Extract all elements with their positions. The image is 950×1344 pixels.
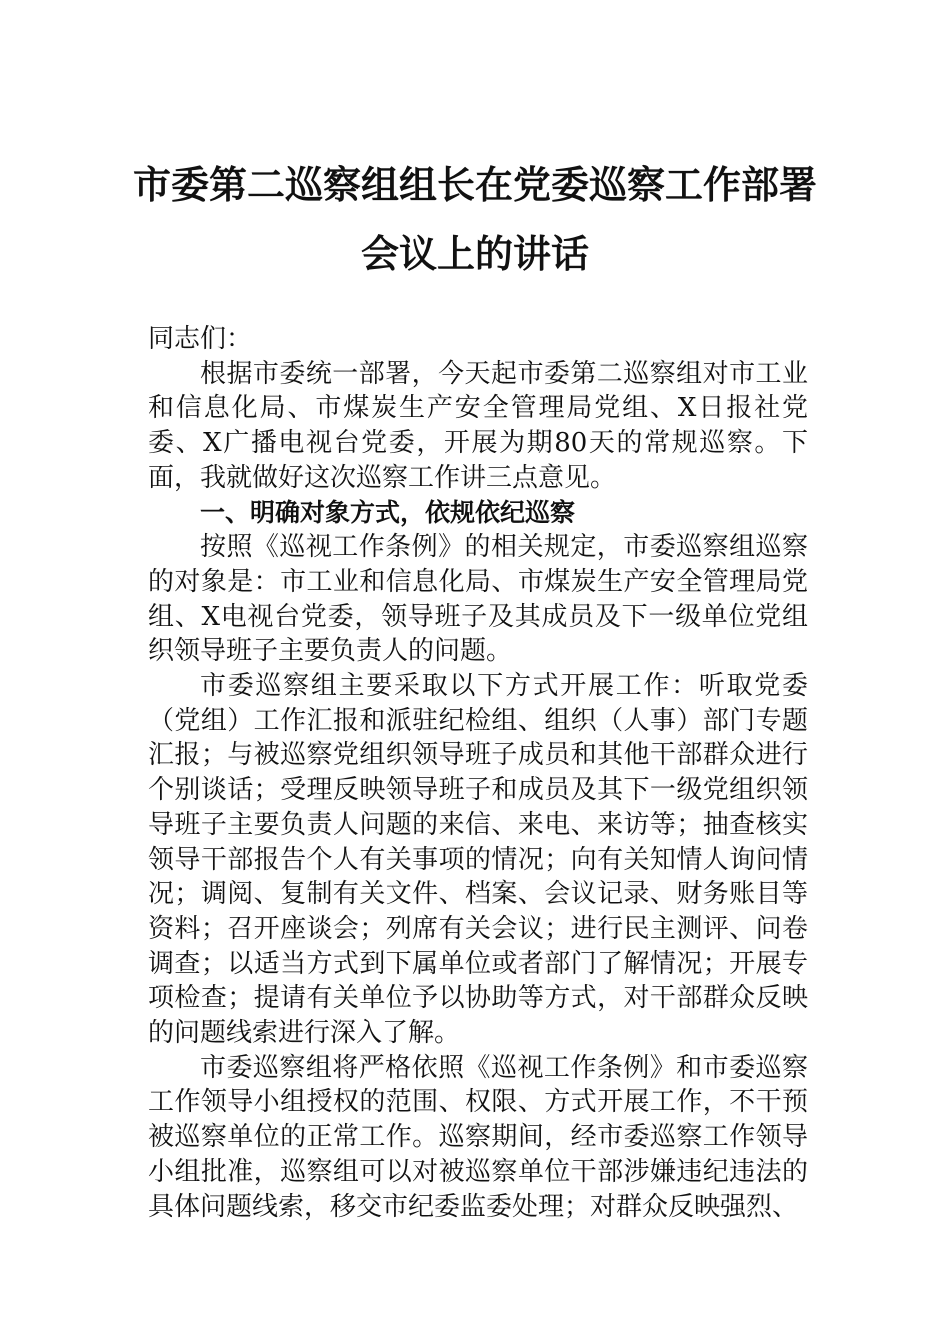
section-heading-1: 一、明确对象方式，依规依纪巡察 [200,497,576,527]
paragraph-inspection-methods: 市委巡察组主要采取以下方式开展工作：听取党委（党组）工作汇报和派驻纪检组、组织（人事）部门专题汇报；与被巡察党组织领导班子成员和其他干部群众进行个别谈话；受理反映领导班子和成员及其下一级党组织领导班子主要负责人问题的来信、来电、来访等；抽查核实领导干部报告个人有关事项的情况；向有关知情人询问情况；调阅、复制有关文件、档案、会议记录、财务账目等资料；召开座谈会；列席有关会议；进行民主测评、问卷调查；以适当方式到下属单位或者部门了解情况；开展专项检查；提请有关单位予以协助等方式，对干部群众反映的问题线索进行深入了解。 [148,671,808,1049]
paragraph-inspection-rules: 市委巡察组将严格依照《巡视工作条例》和市委巡察工作领导小组授权的范围、权限、方式开展工作，不干预被巡察单位的正常工作。巡察期间，经市委巡察工作领导小组批准，巡察组可以对被巡察单位干部涉嫌违纪违法的具体问题线索，移交市纪委监委处理；对群众反映强烈、 [148,1052,808,1222]
salutation: 同志们： [148,324,253,354]
document-title-line-1: 市委第二巡察组组长在党委巡察工作部署 [132,162,817,207]
paragraph-inspection-targets: 按照《巡视工作条例》的相关规定，市委巡察组巡察的对象是：市工业和信息化局、市煤炭生产安全管理局党组、X电视台党委，领导班子及其成员及下一级单位党组织领导班子主要负责人的问题。 [148,532,808,667]
document-title-line-2: 会议上的讲话 [360,231,589,276]
paragraph-intro: 根据市委统一部署，今天起市委第二巡察组对市工业和信息化局、市煤炭生产安全管理局党组、X日报社党委、X广播电视台党委，开展为期80天的常规巡察。下面，我就做好这次巡察工作讲三点意见。 [148,358,808,493]
document-body [148,322,808,1224]
